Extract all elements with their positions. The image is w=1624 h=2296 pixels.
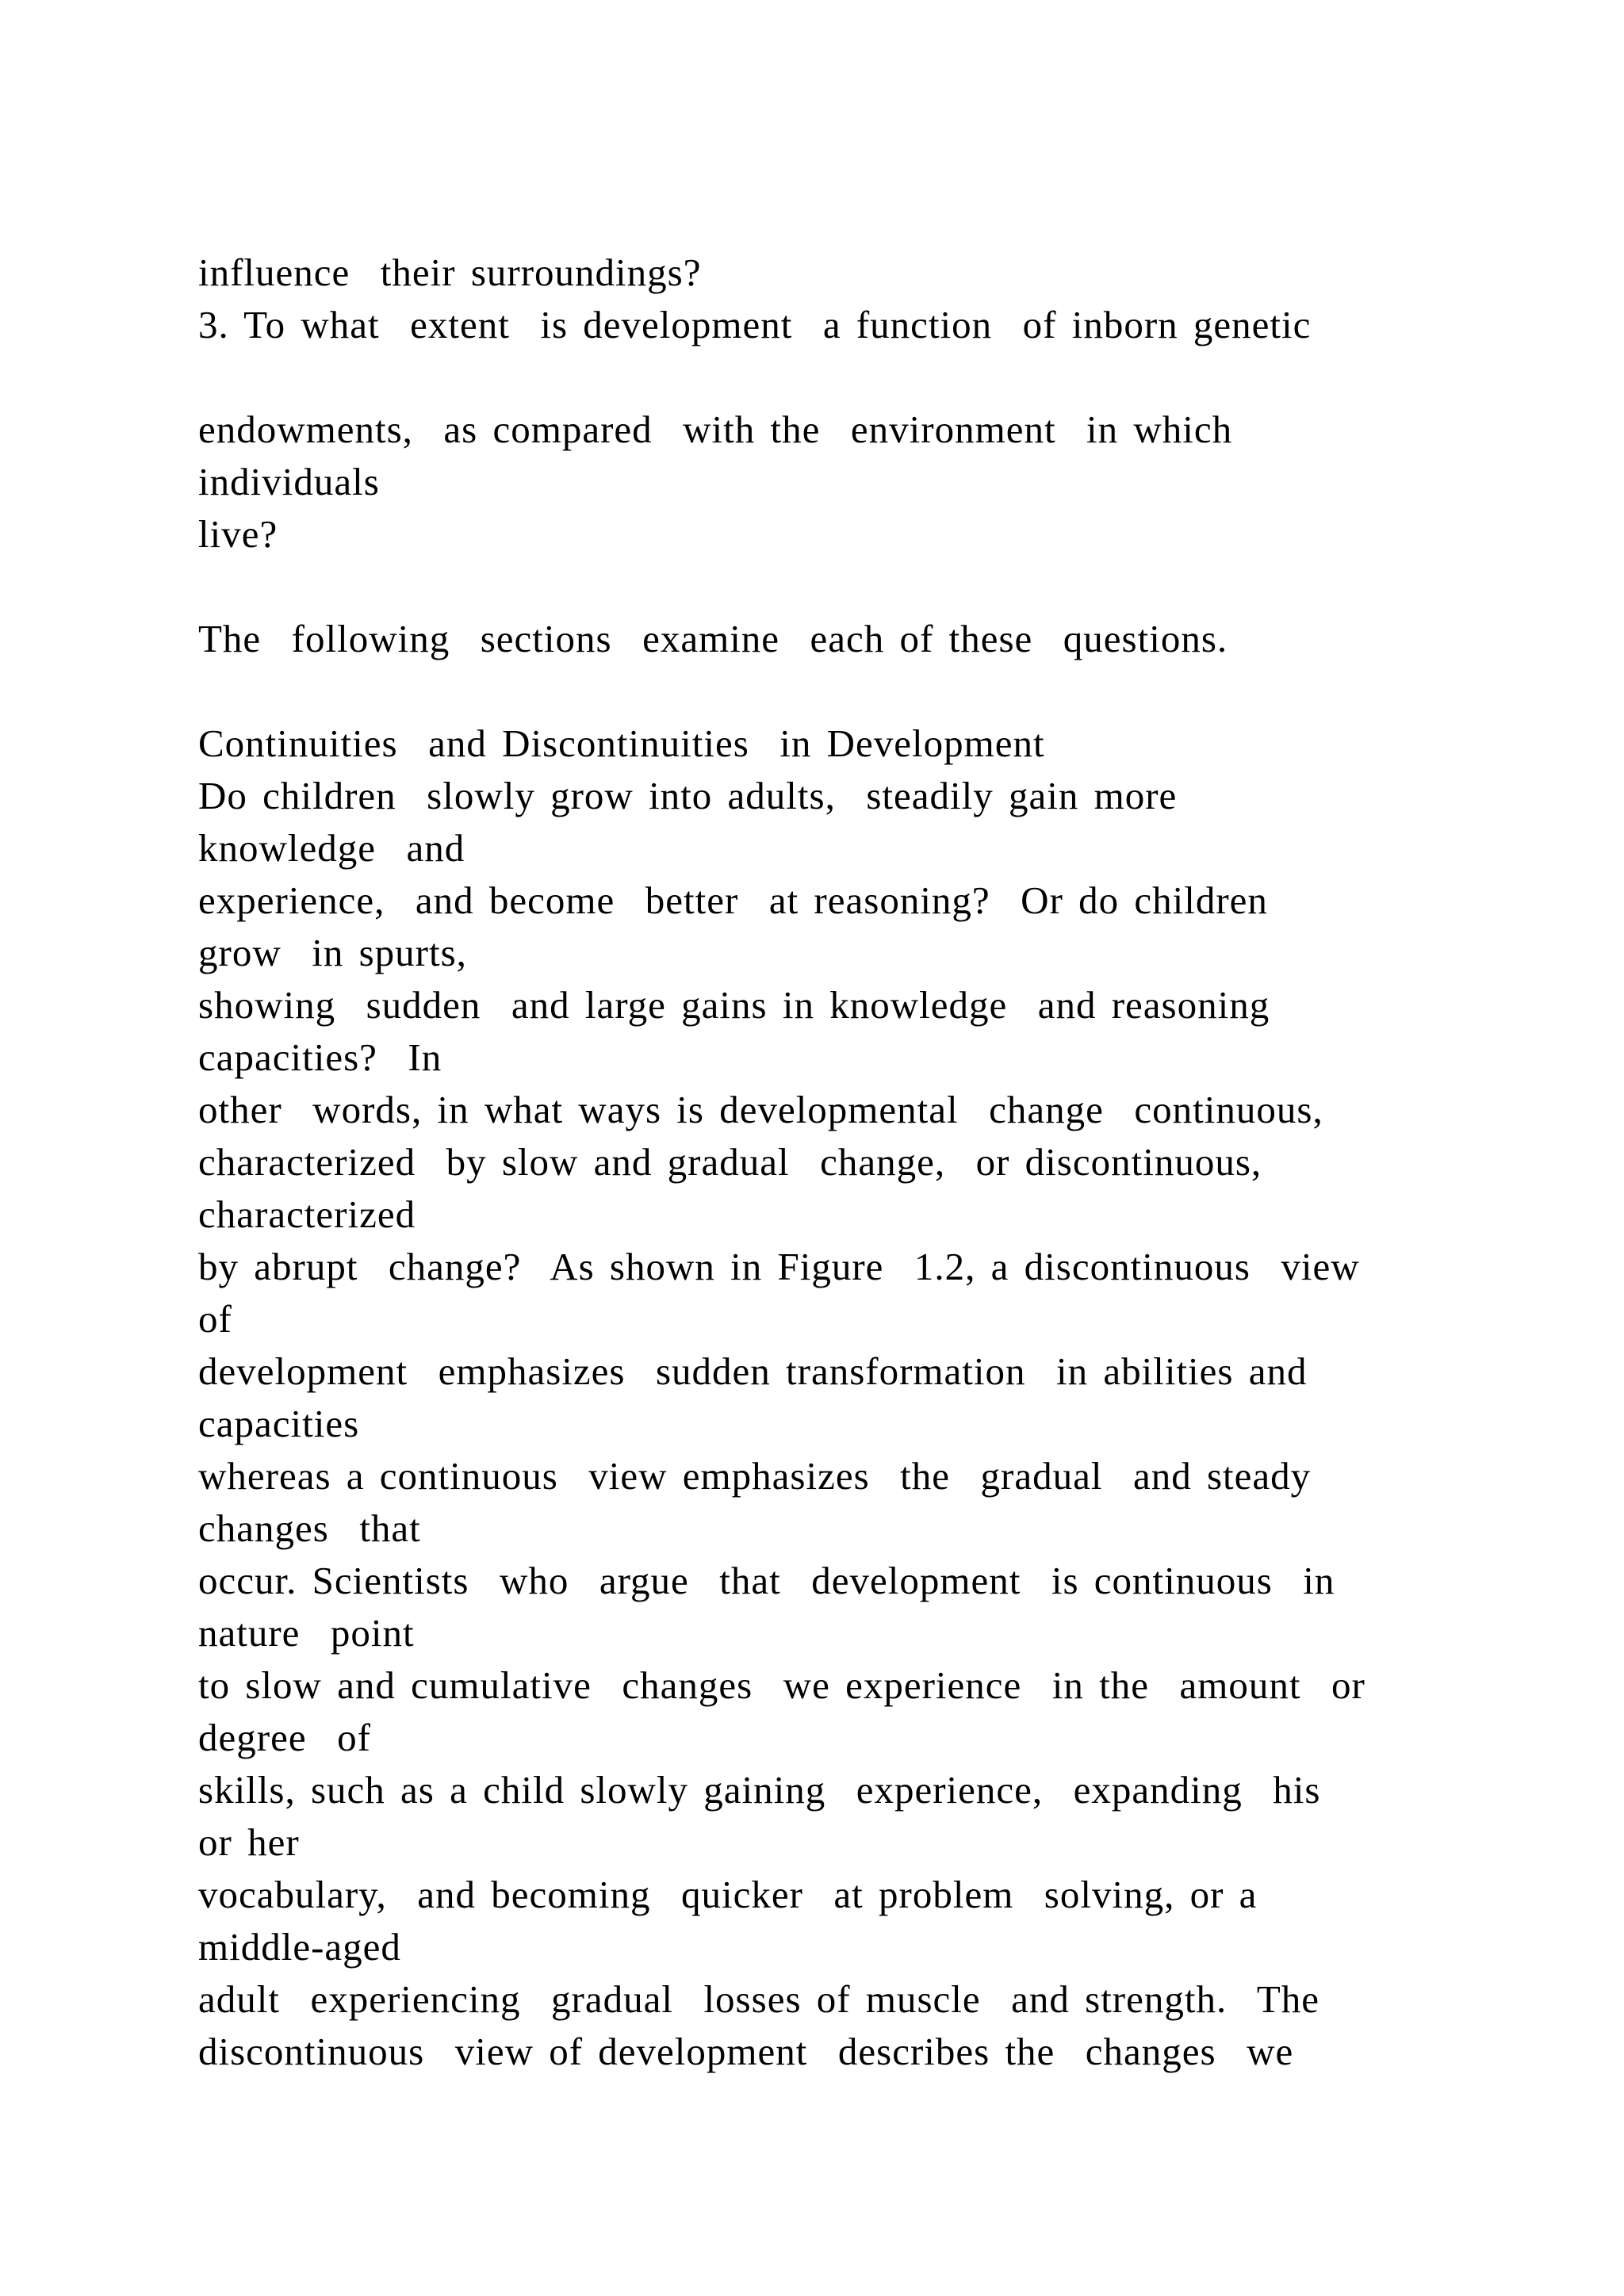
body-text bbox=[198, 247, 1546, 2078]
text-line: by abrupt change? As shown in Figure 1.2, a discontinuous view bbox=[198, 1245, 1360, 1288]
text-line: or her bbox=[198, 1820, 300, 1864]
text-line: The following sections examine each of these questions. bbox=[198, 617, 1228, 660]
blank-line bbox=[198, 351, 1546, 404]
section-heading: Continuities and Discontinuities in Development bbox=[198, 721, 1045, 765]
blank-line bbox=[198, 665, 1546, 718]
text-line: whereas a continuous view emphasizes the gradual and steady bbox=[198, 1454, 1312, 1498]
text-line: 3. To what extent is development a function of inborn genetic bbox=[198, 303, 1312, 346]
text-line: adult experiencing gradual losses of muscle and strength. The bbox=[198, 1977, 1320, 2021]
text-line: of bbox=[198, 1297, 232, 1341]
text-line: Do children slowly grow into adults, steadily gain more bbox=[198, 774, 1178, 817]
text-line: grow in spurts, bbox=[198, 931, 467, 974]
text-line: nature point bbox=[198, 1611, 415, 1655]
text-line: live? bbox=[198, 512, 278, 556]
text-line: characterized bbox=[198, 1192, 416, 1236]
text-line: endowments, as compared with the environment in which bbox=[198, 408, 1233, 451]
text-line: skills, such as a child slowly gaining experience, expanding his bbox=[198, 1768, 1321, 1812]
text-line: individuals bbox=[198, 460, 380, 503]
text-line: middle-aged bbox=[198, 1925, 401, 1969]
text-line: development emphasizes sudden transformation in abilities and bbox=[198, 1349, 1308, 1393]
text-line: experience, and become better at reasoning? Or do children bbox=[198, 878, 1268, 922]
text-line: other words, in what ways is developmental change continuous, bbox=[198, 1088, 1323, 1131]
text-line: showing sudden and large gains in knowledge and reasoning bbox=[198, 983, 1270, 1027]
text-line: vocabulary, and becoming quicker at problem solving, or a bbox=[198, 1873, 1258, 1916]
text-line: capacities? In bbox=[198, 1035, 442, 1079]
text-line: influence their surroundings? bbox=[198, 251, 702, 294]
text-line: characterized by slow and gradual change, or discontinuous, bbox=[198, 1140, 1262, 1184]
text-line: occur. Scientists who argue that development is continuous in bbox=[198, 1559, 1335, 1602]
text-line: discontinuous view of development describes the changes we bbox=[198, 2030, 1294, 2073]
text-line: degree of bbox=[198, 1716, 371, 1759]
text-line: knowledge and bbox=[198, 826, 465, 870]
text-line: changes that bbox=[198, 1506, 421, 1550]
text-line: capacities bbox=[198, 1402, 360, 1445]
blank-line bbox=[198, 561, 1546, 613]
text-line: to slow and cumulative changes we experience in the amount or bbox=[198, 1663, 1365, 1707]
